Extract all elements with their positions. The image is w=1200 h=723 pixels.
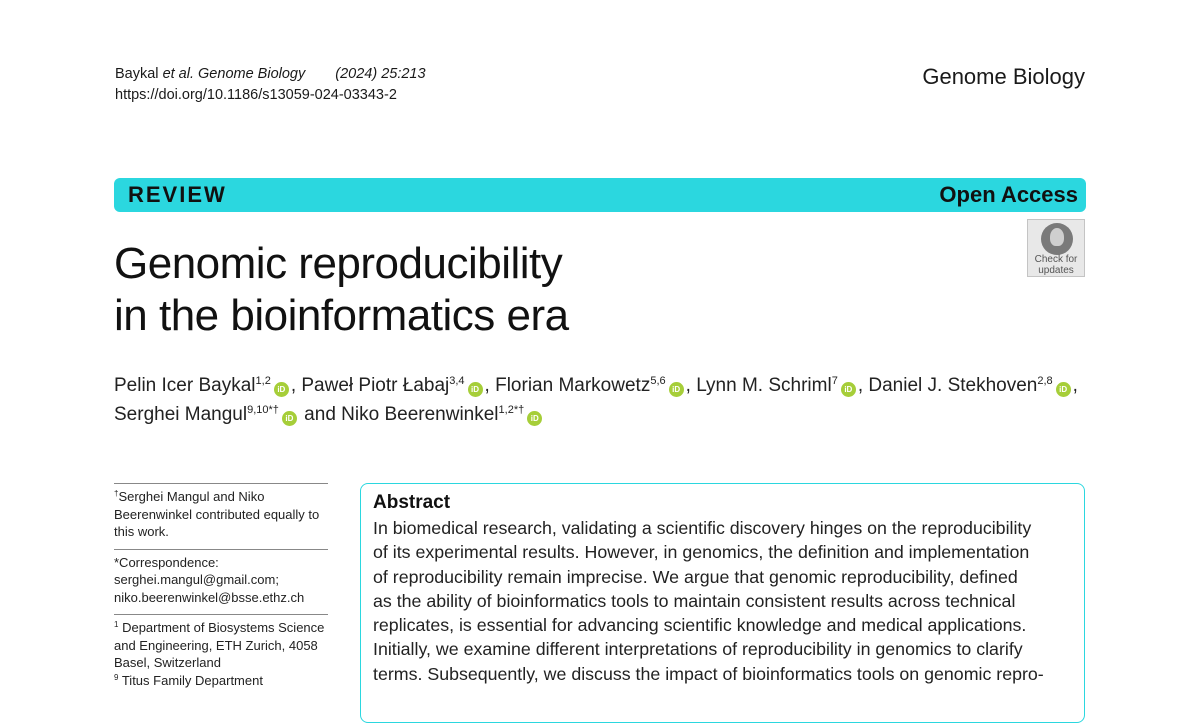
affiliation-note [114,614,328,697]
citation-block [115,64,426,106]
title-line-1: Genomic reproducibility [114,239,563,288]
author-separator: , [685,375,697,396]
contribution-note [114,483,328,549]
abstract-line: Initially, we examine different interpretations of reproducibility in genomics to clarify [373,639,1023,660]
author-separator: and [298,404,342,425]
doi-link[interactable]: https://doi.org/10.1186/s13059-024-03343-2 [115,87,397,103]
bookmark-icon [1041,223,1073,255]
check-for-updates-badge[interactable] [1027,219,1085,277]
affiliation-9: Titus Family Department [121,672,263,688]
affiliation-9-number: 9 [114,672,119,682]
orcid-icon[interactable]: iD [1056,382,1071,397]
author-name[interactable]: Florian Markowetz [495,375,651,396]
author-affiliation-sup: 2,8 [1037,375,1053,387]
abstract-body [373,516,1072,686]
author-name[interactable]: Paweł Piotr Łabaj [301,375,450,396]
abstract-line: In biomedical research, validating a scientific discovery hinges on the reproducibility [373,518,1032,538]
abstract-line: terms. Subsequently, we discuss the impact of bioinformatics tools on genomic repro- [373,663,1044,684]
title-line-2: in the bioinformatics era [114,291,569,340]
orcid-icon[interactable]: iD [669,382,684,397]
abstract-box [360,483,1085,723]
article-type-banner [114,178,1086,212]
author-affiliation-sup: 1,2 [255,375,271,387]
dagger-mark: † [114,489,119,498]
article-title [114,238,914,342]
citation-authors: Baykal [115,66,159,82]
author-name[interactable]: Pelin Icer Baykal [114,375,256,396]
check-for-updates-label: Check for updates [1034,254,1078,276]
abstract-line: of its experimental results. However, in genomics, the definition and implementation [373,542,1030,563]
author-separator: , [290,375,302,396]
author-name[interactable]: Niko Beerenwinkel [341,404,499,425]
author-affiliation-sup: 3,4 [449,375,465,387]
abstract-line: as the ability of bioinformatics tools to maintain consistent results across technical [373,590,1016,611]
affiliation-1: Department of Biosystems Science and Engineering, ETH Zurich, 4058 Basel, Switzerland [114,620,325,670]
author-separator: , [1072,375,1078,396]
author-name[interactable]: Lynn M. Schriml [696,375,832,396]
author-name[interactable]: Daniel J. Stekhoven [868,375,1038,396]
citation-year: (2024) 25:213 [335,66,426,82]
author-affiliation-sup: 5,6 [650,375,666,387]
article-type-label: REVIEW [128,182,227,207]
author-affiliation-sup: 1,2*† [498,404,525,416]
open-access-label: Open Access [939,182,1078,207]
citation-etal: et al. [162,66,194,82]
orcid-icon[interactable]: iD [527,411,542,426]
contribution-text: Serghei Mangul and Niko Beerenwinkel contributed equally to this work. [114,489,320,539]
email-1[interactable]: serghei.mangul@gmail.com; [114,572,279,587]
correspondence-note [114,549,328,615]
author-list [114,371,1094,429]
email-2[interactable]: niko.beerenwinkel@bsse.ethz.ch [114,589,305,605]
abstract-heading: Abstract [373,492,451,513]
citation-journal: Genome Biology [198,66,306,82]
author-name[interactable]: Serghei Mangul [114,404,248,425]
orcid-icon[interactable]: iD [274,382,289,397]
orcid-icon[interactable]: iD [841,382,856,397]
abstract-line: replicates, is essential for advancing scientific knowledge and medical applications. [373,615,1027,636]
abstract-line: of reproducibility remain imprecise. We argue that genomic reproducibility, defined [373,566,1018,587]
correspondence-label: *Correspondence: [114,554,219,570]
author-separator: , [484,375,496,396]
orcid-icon[interactable]: iD [468,382,483,397]
author-separator: , [857,375,869,396]
author-affiliation-sup: 7 [831,375,838,387]
citation-line [115,64,426,85]
orcid-icon[interactable]: iD [282,411,297,426]
journal-name: Genome Biology [922,64,1085,89]
author-affiliation-sup: 9,10*† [247,404,279,416]
sidebar-notes [114,483,328,697]
affiliation-1-number: 1 [114,620,119,629]
